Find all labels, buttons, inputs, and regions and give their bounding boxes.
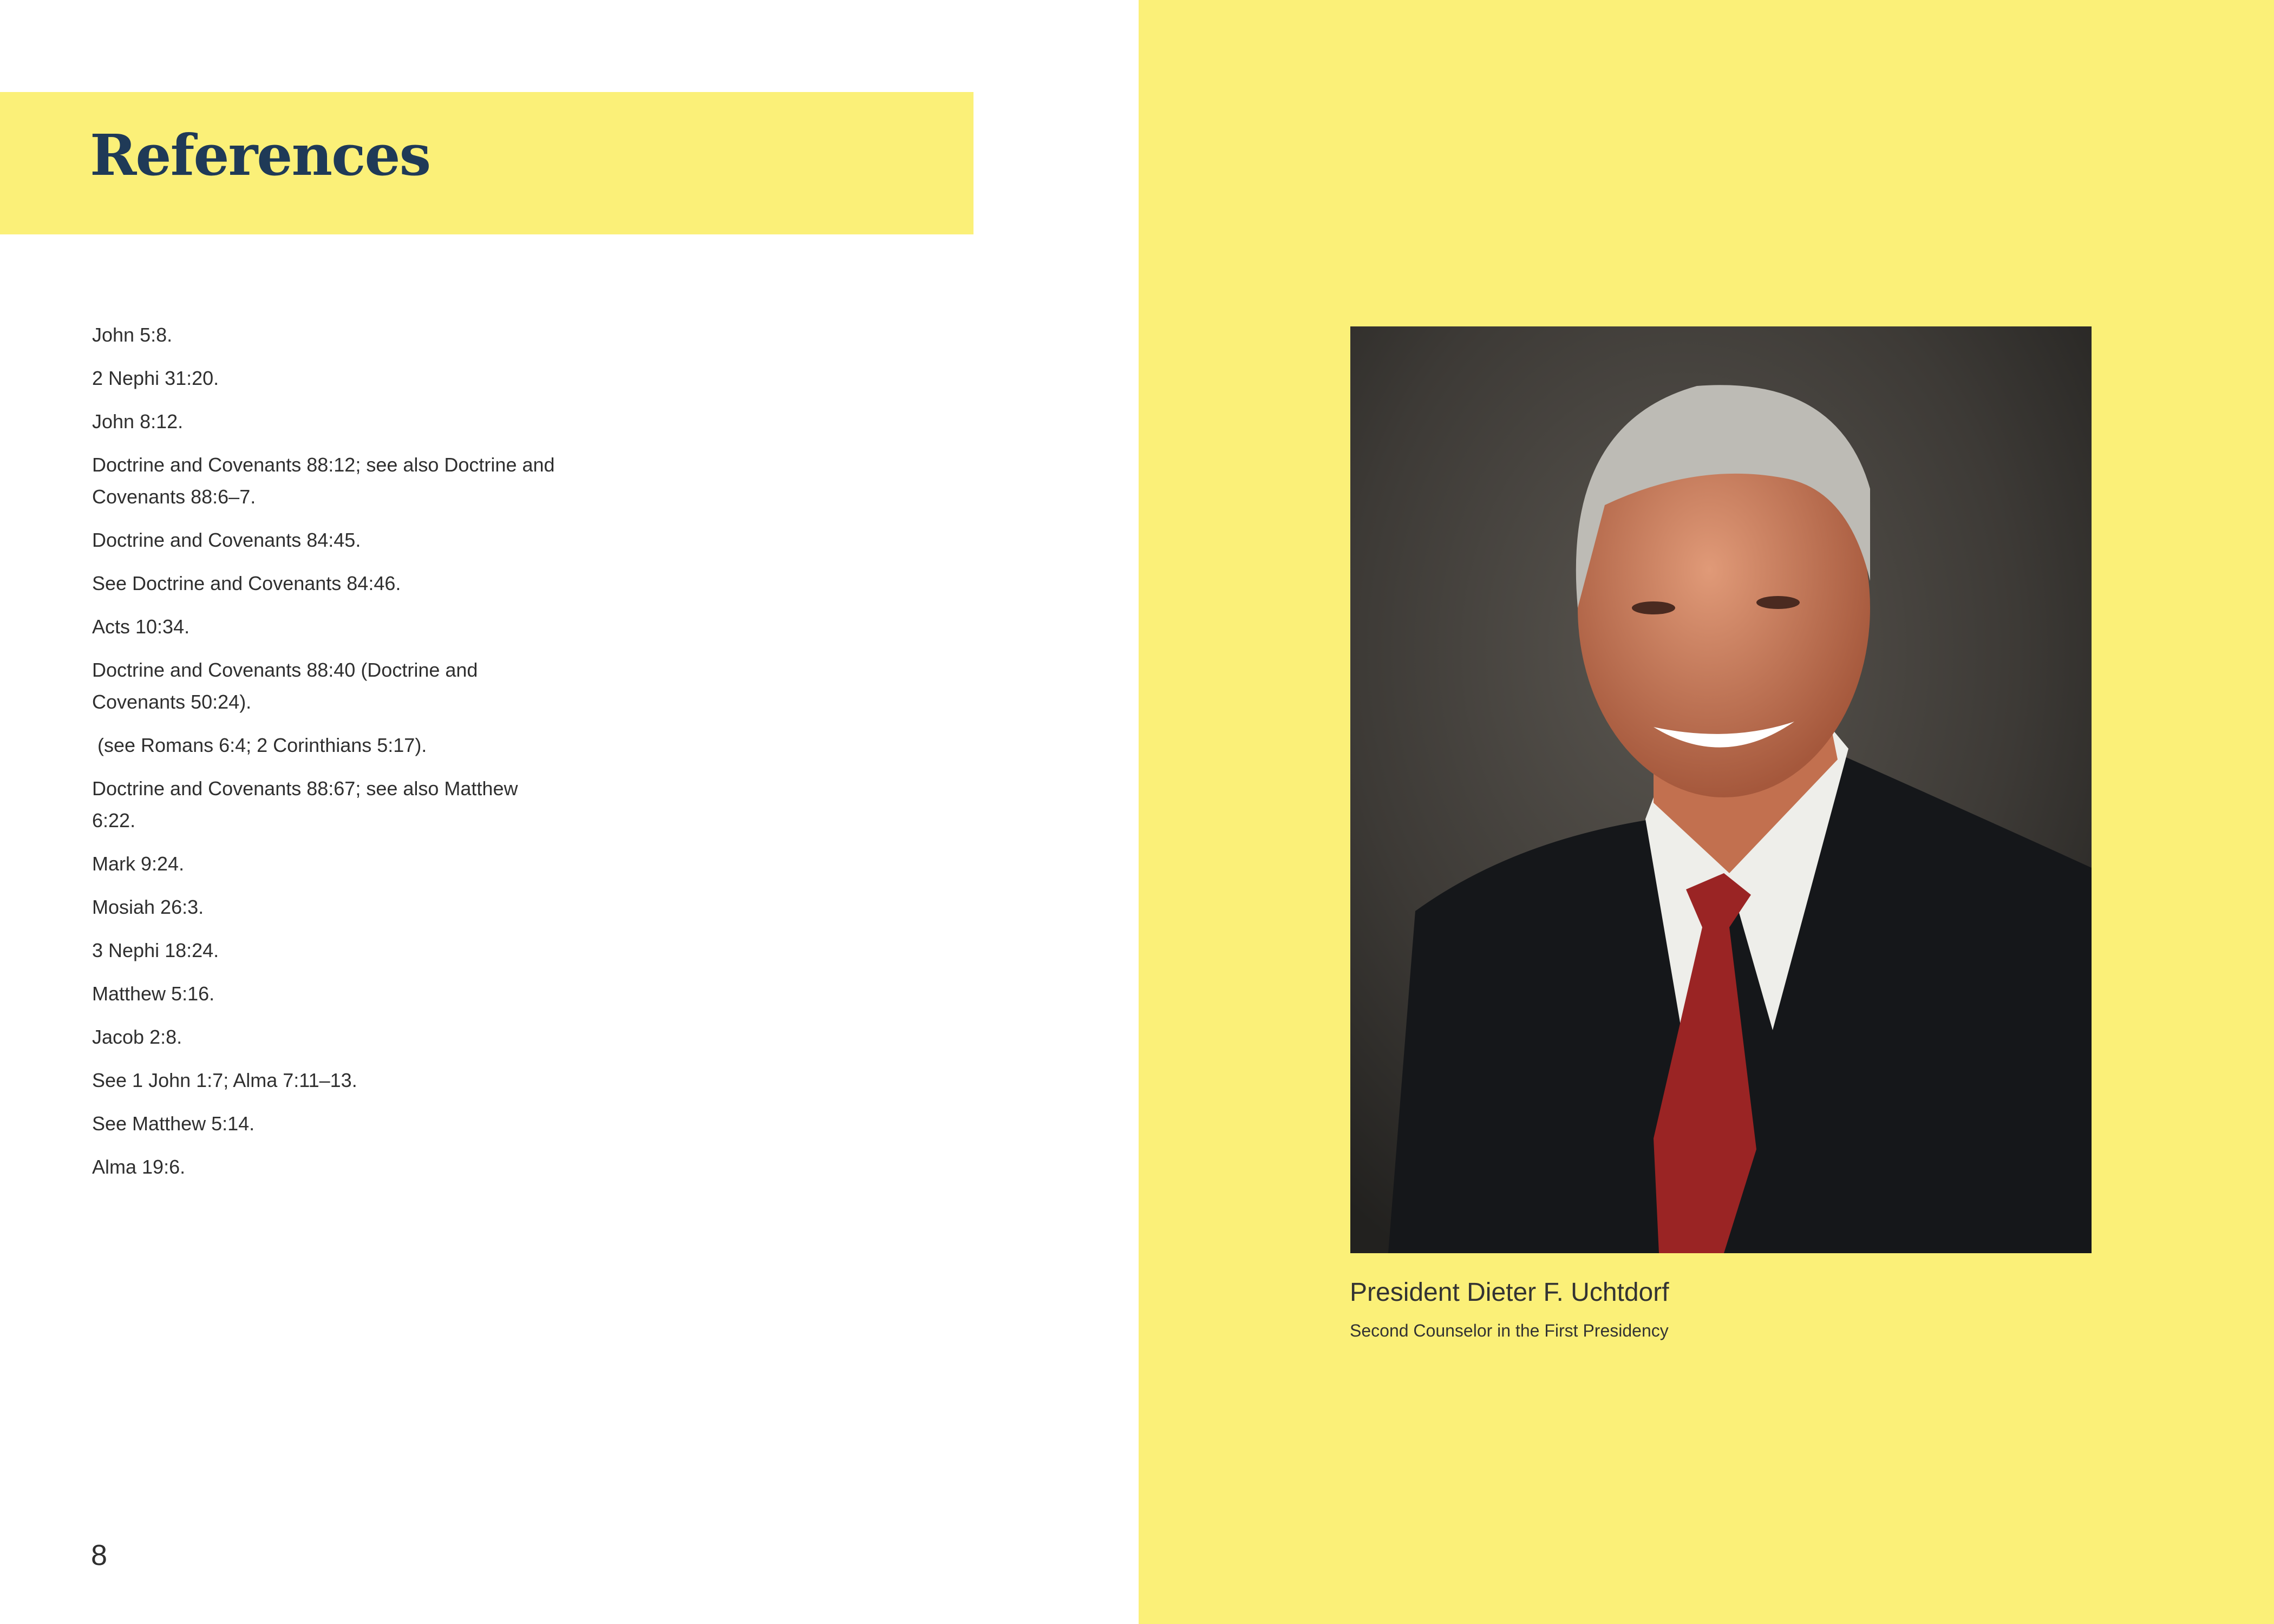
reference-item: Alma 19:6. — [92, 1156, 186, 1178]
reference-item: Doctrine and Covenants 88:67; see also Matthew 6:22. — [92, 777, 518, 831]
reference-item: Jacob 2:8. — [92, 1026, 182, 1048]
reference-item: Doctrine and Covenants 84:45. — [92, 529, 361, 551]
reference-item: Mosiah 26:3. — [92, 896, 204, 918]
caption-role: Second Counselor in the First Presidency — [1350, 1321, 1669, 1340]
reference-item: John 8:12. — [92, 410, 184, 433]
reference-item: See 1 John 1:7; Alma 7:11–13. — [92, 1069, 357, 1091]
reference-item: See Matthew 5:14. — [92, 1112, 255, 1135]
portrait-photo — [1350, 326, 2092, 1253]
reference-item: See Doctrine and Covenants 84:46. — [92, 572, 401, 594]
reference-item: Mark 9:24. — [92, 853, 185, 875]
reference-item: 3 Nephi 18:24. — [92, 939, 219, 961]
reference-item: 2 Nephi 31:20. — [92, 367, 219, 389]
portrait-illustration — [1350, 326, 2092, 1253]
references-list — [92, 319, 558, 1194]
page-number: 8 — [91, 1539, 108, 1571]
reference-item: (see Romans 6:4; 2 Corinthians 5:17). — [92, 734, 427, 756]
caption-name: President Dieter F. Uchtdorf — [1350, 1278, 1669, 1307]
reference-item: Matthew 5:16. — [92, 983, 215, 1005]
reference-item: Doctrine and Covenants 88:40 (Doctrine and Covenants 50:24). — [92, 659, 478, 713]
reference-item: John 5:8. — [92, 324, 173, 346]
page-title: References — [90, 122, 430, 188]
reference-item: Doctrine and Covenants 88:12; see also Doctrine and Covenants 88:6–7. — [92, 454, 555, 508]
reference-item: Acts 10:34. — [92, 615, 190, 638]
